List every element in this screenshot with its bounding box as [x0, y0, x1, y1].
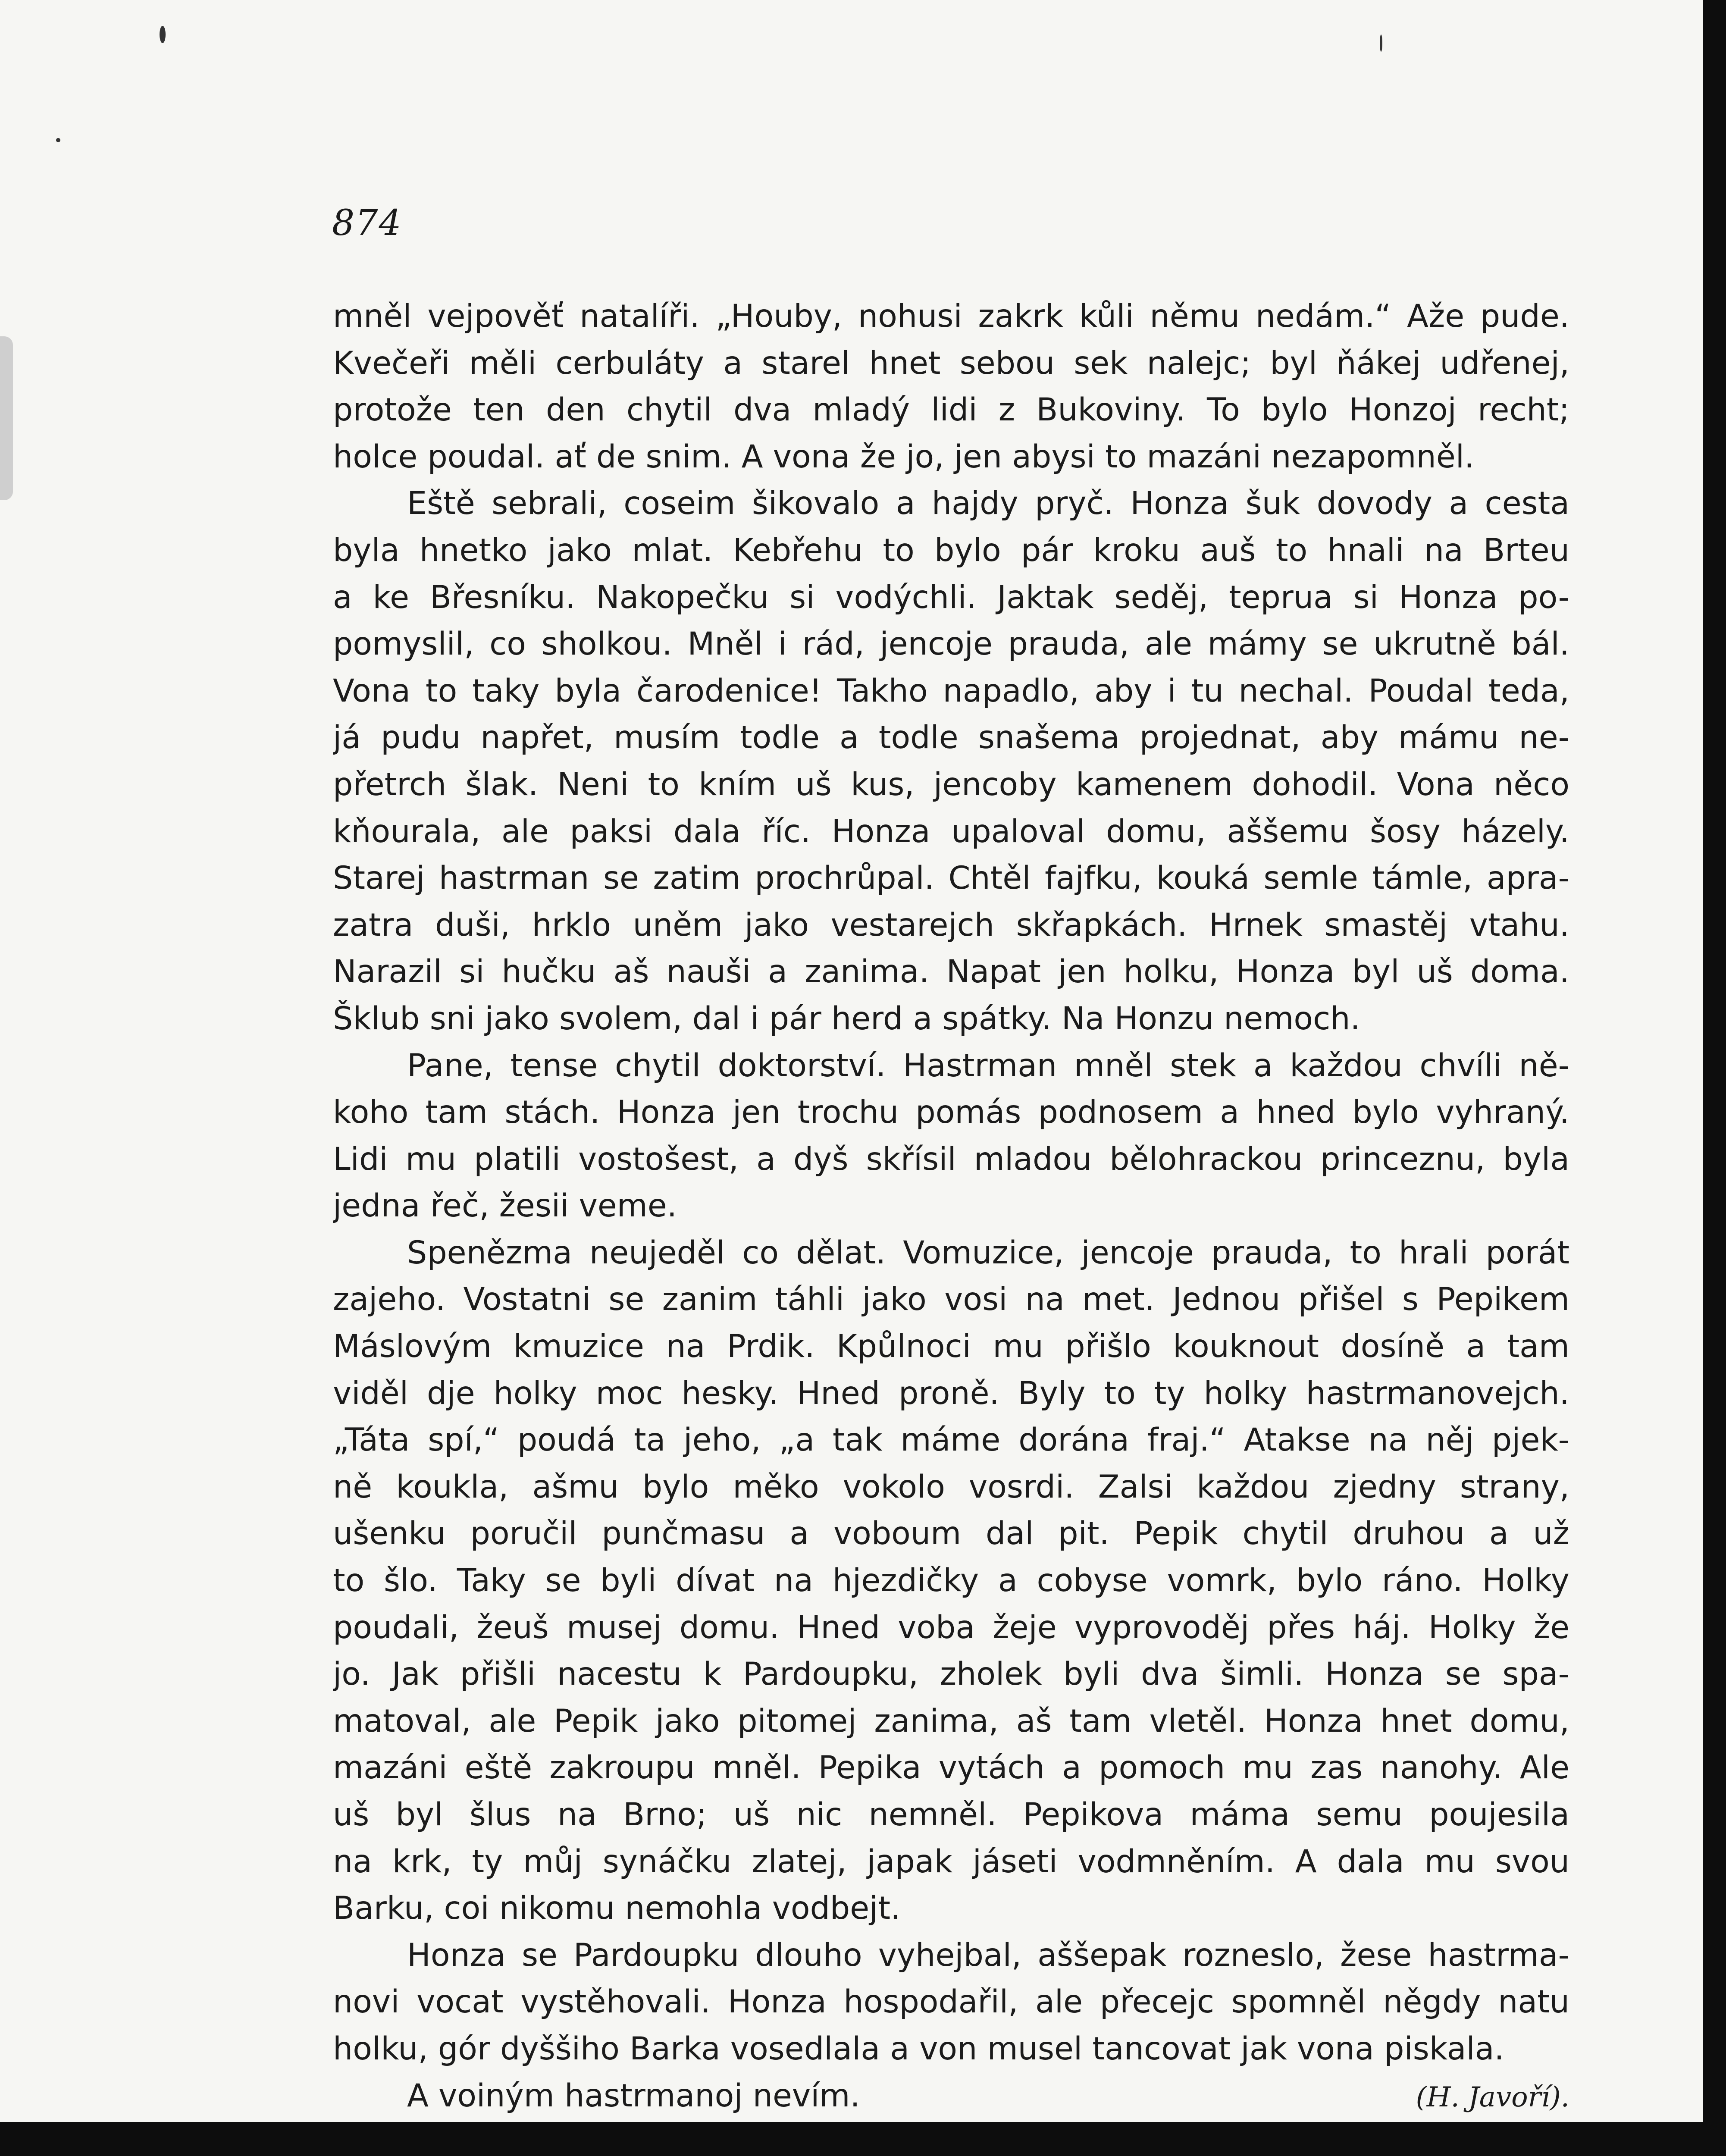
text-line: Spenězma neujeděl co dělat. Vomuzice, jencoje prauda, to hrali porát: [407, 1234, 1569, 1271]
text-line: holku, gór dyššiho Barka vosedlala a von musel tancovat jak vona piskala.: [333, 2030, 1504, 2067]
closing-sentence: A voiným hastrmanoj nevím.: [407, 2077, 860, 2114]
text-line: Kvečeři měli cerbuláty a starel hnet sebou sek nalejc; byl ňákej udřenej,: [333, 345, 1569, 382]
text-line: Starej hastrman se zatim prochrůpal. Chtěl fajfku, kouká semle támle, apra-: [333, 860, 1569, 897]
text-line: byla hnetko jako mlat. Kebřehu to bylo pár kroku auš to hnali na Brteu: [333, 532, 1569, 569]
text-line: mněl vejpověť natalíři. „Houby, nohusi zakrk kůli němu nedám.“ Aže pude.: [333, 298, 1569, 335]
text-line: koho tam stách. Honza jen trochu pomás podnosem a hned bylo vyhraný.: [333, 1094, 1569, 1131]
scan-speck: [160, 26, 166, 43]
text-line: zajeho. Vostatni se zanim táhli jako vosi na met. Jednou přišel s Pepikem: [333, 1281, 1569, 1318]
text-line: viděl dje holky moc hesky. Hned proně. Byly to ty holky hastrmanovejch.: [333, 1375, 1569, 1412]
text-line: jedna řeč, žesii veme.: [333, 1188, 677, 1225]
text-line: Barku, coi nikomu nemohla vodbejt.: [333, 1890, 901, 1927]
text-line: Šklub sni jako svolem, dal i pár herd a spátky. Na Honzu nemoch.: [333, 1000, 1360, 1037]
text-line: poudali, žeuš musej domu. Hned voba žeje vyprovoděj přes háj. Holky že: [333, 1609, 1569, 1646]
text-line: Máslovým kmuzice na Prdik. Kpůlnoci mu přišlo kouknout dosíně a tam: [333, 1328, 1569, 1365]
text-line: matoval, ale Pepik jako pitomej zanima, aš tam vletěl. Honza hnet domu,: [333, 1702, 1569, 1739]
scan-border-right: [1703, 0, 1726, 2156]
text-line: novi vocat vystěhovali. Honza hospodařil, ale přecejc spomněl něgdy natu: [333, 1984, 1569, 2021]
text-line: Pane, tense chytil doktorství. Hastrman mněl stek a každou chvíli ně-: [407, 1047, 1569, 1084]
text-line: to šlo. Taky se byli dívat na hjezdičky a cobyse vomrk, bylo ráno. Holky: [333, 1562, 1569, 1599]
text-line: já pudu napřet, musím todle a todle snašema projednat, aby mámu ne-: [333, 719, 1569, 756]
text-line: Eště sebrali, coseim šikovalo a hajdy pryč. Honza šuk dovody a cesta: [407, 485, 1569, 522]
text-line: „Táta spí,“ poudá ta jeho, „a tak máme dorána fraj.“ Atakse na něj pjek-: [333, 1422, 1569, 1459]
text-line: holce poudal. ať de snim. A vona že jo, jen abysi to mazáni nezapomněl.: [333, 438, 1475, 475]
closing-line: [333, 2073, 1569, 2120]
text-line: zatra duši, hrklo uněm jako vestarejch skřapkách. Hrnek smastěj vtahu.: [333, 906, 1569, 943]
text-line: ušenku poručil punčmasu a voboum dal pit. Pepik chytil druhou a už: [333, 1515, 1569, 1552]
text-line: mazáni eště zakroupu mněl. Pepika vytách a pomoch mu zas nanohy. Ale: [333, 1749, 1569, 1786]
scan-border-bottom: [0, 2122, 1726, 2156]
text-line: Narazil si hučku aš nauši a zanima. Napat jen holku, Honza byl uš doma.: [333, 953, 1569, 990]
text-line: jo. Jak přišli nacestu k Pardoupku, zholek byli dva šimli. Honza se spa-: [333, 1656, 1569, 1693]
text-line: Lidi mu platili vostošest, a dyš skřísil mladou bělohrackou princeznu, byla: [333, 1141, 1569, 1178]
scan-speck: [56, 138, 60, 142]
text-line: přetrch šlak. Neni to kním uš kus, jencoby kamenem dohodil. Vona něco: [333, 766, 1569, 803]
text-line: ně koukla, ašmu bylo měko vokolo vosrdi. Zalsi každou zjedny strany,: [333, 1468, 1569, 1505]
text-line: na krk, ty můj synáčku zlatej, japak jáseti vodmněním. A dala mu svou: [333, 1843, 1569, 1880]
text-line: kňourala, ale paksi dala říc. Honza upaloval domu, aššemu šosy házely.: [333, 813, 1569, 850]
author-signature: (H. Javoří).: [1416, 2081, 1569, 2113]
article-body: [333, 293, 1569, 2119]
scan-shadow: [0, 336, 13, 500]
page-number: 874: [332, 203, 402, 244]
text-line: uš byl šlus na Brno; uš nic nemněl. Pepikova máma semu poujesila: [333, 1796, 1569, 1833]
text-line: Honza se Pardoupku dlouho vyhejbal, aššepak rozneslo, žese hastrma-: [407, 1937, 1569, 1974]
text-line: protože ten den chytil dva mladý lidi z Bukoviny. To bylo Honzoj recht;: [333, 392, 1569, 429]
text-line: Vona to taky byla čarodenice! Takho napadlo, aby i tu nechal. Poudal teda,: [333, 672, 1569, 709]
text-line: a ke Břesníku. Nakopečku si vodýchli. Jaktak seděj, teprua si Honza po-: [333, 579, 1569, 616]
scan-speck: [1380, 34, 1382, 52]
text-line: pomyslil, co sholkou. Mněl i rád, jencoje prauda, ale mámy se ukrutně bál.: [333, 626, 1569, 663]
